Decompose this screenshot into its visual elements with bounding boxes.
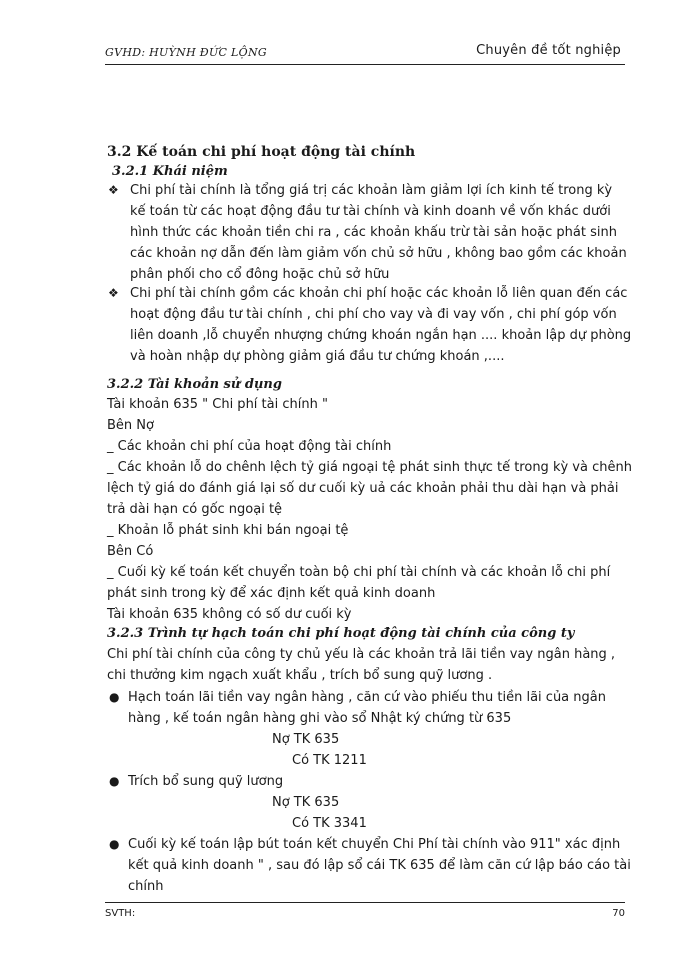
journal-debit: Nợ TK 635 — [272, 732, 340, 747]
page-footer — [105, 902, 625, 921]
intro-line: Chi phí tài chính của công ty chủ yếu là các khoản trả lãi tiền vay ngân hàng , — [107, 647, 616, 662]
account-line: _ Khoản lỗ phát sinh khi bán ngoại tệ — [107, 523, 349, 538]
round-bullet-icon: ● — [109, 774, 120, 788]
paragraph-line: hoạt động đầu tư tài chính , chi phí cho vay và đi vay vốn , chi phí góp vốn — [130, 307, 617, 322]
section-title: 3.2 Kế toán chi phí hoạt động tài chính — [107, 144, 416, 160]
round-bullet-icon: ● — [109, 690, 120, 704]
subsection-title-322: 3.2.2 Tài khoản sử dụng — [107, 377, 282, 392]
journal-credit: Có TK 3341 — [292, 816, 367, 831]
journal-credit: Có TK 1211 — [292, 753, 367, 768]
account-line: Tài khoản 635 không có số dư cuối kỳ — [107, 607, 352, 622]
paragraph-line: Chi phí tài chính là tổng giá trị các khoản làm giảm lợi ích kinh tế trong kỳ — [130, 183, 613, 198]
account-line: Tài khoản 635 " Chi phí tài chính " — [107, 397, 328, 412]
account-line: Bên Có — [107, 544, 154, 559]
account-line: _ Cuối kỳ kế toán kết chuyển toàn bộ chi phí tài chính và các khoản lỗ chi phí — [107, 565, 611, 580]
account-line: phát sinh trong kỳ để xác định kết quả kinh doanh — [107, 586, 436, 601]
diamond-bullet-icon: ❖ — [108, 183, 119, 197]
journal-debit: Nợ TK 635 — [272, 795, 340, 810]
subsection-title-323: 3.2.3 Trình tự hạch toán chi phí hoạt động tài chính của công ty — [107, 626, 575, 641]
paragraph-line: liên doanh ,lỗ chuyển nhượng chứng khoán ngắn hạn .... khoản lập dự phòng — [130, 328, 632, 343]
list-item-line: hàng , kế toán ngân hàng ghi vào sổ Nhật ký chứng từ 635 — [128, 711, 512, 726]
subsection-title-321: 3.2.1 Khái niệm — [112, 164, 228, 179]
account-line: _ Các khoản lỗ do chênh lệch tỷ giá ngoại tệ phát sinh thực tế trong kỳ và chênh — [107, 460, 632, 475]
paragraph-line: hình thức các khoản tiền chi ra , các khoản khấu trừ tài sản hoặc phát sinh — [130, 225, 617, 240]
round-bullet-icon: ● — [109, 837, 120, 851]
page-number: 70 — [612, 908, 625, 919]
paragraph-line: kế toán từ các hoạt động đầu tư tài chính và kinh doanh về vốn khác dưới — [130, 204, 611, 219]
diamond-bullet-icon: ❖ — [108, 286, 119, 300]
account-line: Bên Nợ — [107, 418, 154, 433]
page-header — [105, 42, 625, 65]
paragraph-line: và hoàn nhập dự phòng giảm giá đầu tư chứng khoán ,.... — [130, 349, 505, 364]
paragraph-line: phân phối cho cổ đông hoặc chủ sở hữu — [130, 267, 390, 282]
account-line: _ Các khoản chi phí của hoạt động tài chính — [107, 439, 392, 454]
list-item-line: Trích bổ sung quỹ lương — [128, 774, 284, 789]
intro-line: chi thưởng kim ngạch xuất khẩu , trích bổ sung quỹ lương . — [107, 668, 493, 683]
account-line: lệch tỷ giá do đánh giá lại số dư cuối kỳ uả các khoản phải thu dài hạn và phải — [107, 481, 619, 496]
header-doc-type: Chuyên đề tốt nghiệp — [476, 43, 621, 58]
list-item-line: Cuối kỳ kế toán lập bút toán kết chuyển Chi Phí tài chính vào 911" xác định — [128, 837, 621, 852]
list-item-line: Hạch toán lãi tiền vay ngân hàng , căn cứ vào phiếu thu tiền lãi của ngân — [128, 690, 606, 705]
list-item-line: chính — [128, 879, 164, 894]
header-advisor: GVHD: HUỲNH ĐỨC LỘNG — [105, 46, 267, 59]
footer-student: SVTH: — [105, 908, 136, 919]
account-line: trả dài hạn có gốc ngoại tệ — [107, 502, 283, 517]
list-item-line: kết quả kinh doanh " , sau đó lập sổ cái TK 635 để làm căn cứ lập báo cáo tài — [128, 858, 631, 873]
paragraph-line: các khoản nợ dẫn đến làm giảm vốn chủ sở hữu , không bao gồm các khoản — [130, 246, 627, 261]
paragraph-line: Chi phí tài chính gồm các khoản chi phí hoặc các khoản lỗ liên quan đến các — [130, 286, 628, 301]
